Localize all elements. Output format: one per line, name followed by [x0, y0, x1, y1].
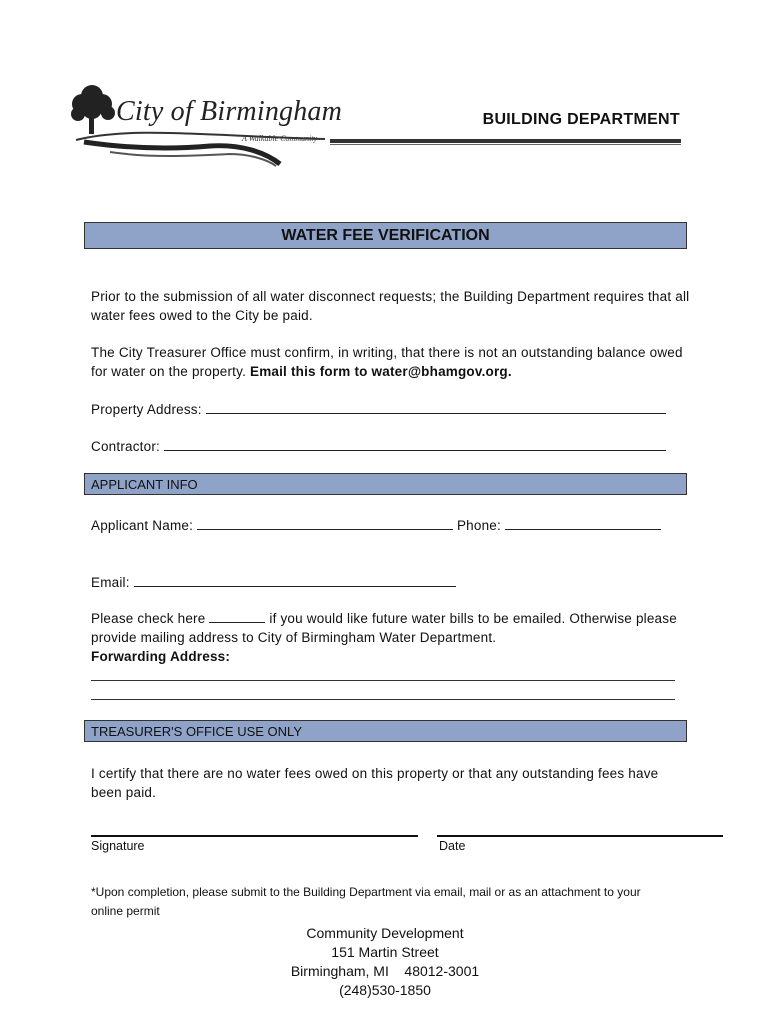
- email-label: Email:: [91, 575, 130, 590]
- phone-field[interactable]: [505, 516, 661, 530]
- date-label: Date: [439, 839, 466, 853]
- email-instruction: Email this form to water@bhamgov.org.: [249, 364, 512, 379]
- signature-label: Signature: [91, 839, 145, 853]
- email-bills-paragraph: [91, 609, 681, 647]
- applicant-name-label: Applicant Name:: [91, 518, 194, 533]
- contractor-row: [91, 437, 666, 454]
- email-bills-checkbox[interactable]: [209, 609, 265, 623]
- property-address-label: Property Address:: [91, 402, 202, 417]
- intro-paragraph-2: [91, 343, 691, 381]
- phone-label: Phone:: [456, 518, 501, 533]
- date-line[interactable]: [437, 835, 723, 837]
- intro-paragraph-1: Prior to the submission of all water disconnect requests; the Building Department requires that all water fees owed to the City be paid.: [91, 289, 690, 323]
- email-row: [91, 573, 456, 590]
- applicant-section-header: APPLICANT INFO: [84, 473, 687, 495]
- property-address-field[interactable]: [206, 400, 666, 414]
- form-title: WATER FEE VERIFICATION: [84, 222, 687, 249]
- property-address-row: [91, 400, 666, 417]
- address-line-4: (248)530-1850: [339, 982, 431, 998]
- address-line-2: 151 Martin Street: [331, 944, 439, 960]
- check-text-before: Please check here: [91, 611, 206, 626]
- submission-note: *Upon completion, please submit to the Building Department via email, mail or as an attachment to your online permit: [91, 885, 641, 918]
- contractor-field[interactable]: [164, 437, 666, 451]
- signature-line[interactable]: [91, 835, 418, 837]
- city-logo: [70, 82, 343, 170]
- forwarding-address-label: Forwarding Address:: [91, 649, 231, 664]
- intro-paragraph-2-text: The City Treasurer Office must confirm, in writing, that there is not an outstanding balance owed for water on the property.: [91, 345, 683, 379]
- treasurer-section-header: TREASURER'S OFFICE USE ONLY: [84, 720, 687, 742]
- address-line-1: Community Development: [306, 925, 464, 941]
- applicant-name-row: [91, 516, 661, 533]
- applicant-name-field[interactable]: [197, 516, 453, 530]
- email-field[interactable]: [134, 573, 456, 587]
- contractor-label: Contractor:: [91, 439, 160, 454]
- forwarding-address-line-2[interactable]: [91, 699, 675, 700]
- department-heading: BUILDING DEPARTMENT: [482, 111, 680, 128]
- address-line-3: Birmingham, MI 48012-3001: [290, 963, 480, 979]
- forwarding-address-line-1[interactable]: [91, 680, 675, 681]
- certify-statement: I certify that there are no water fees owed on this property or that any outstanding fees have been paid.: [91, 766, 659, 800]
- check-text-after: if you would like future water bills to be emailed. Otherwise please provide mailing address to City of Birmingham Water Department.: [91, 611, 677, 645]
- header-divider-thin: [330, 144, 681, 145]
- header-divider: [330, 139, 681, 143]
- logo-wordmark: City of Birmingham: [116, 96, 343, 127]
- logo-tagline: A Walkable Community: [242, 134, 318, 143]
